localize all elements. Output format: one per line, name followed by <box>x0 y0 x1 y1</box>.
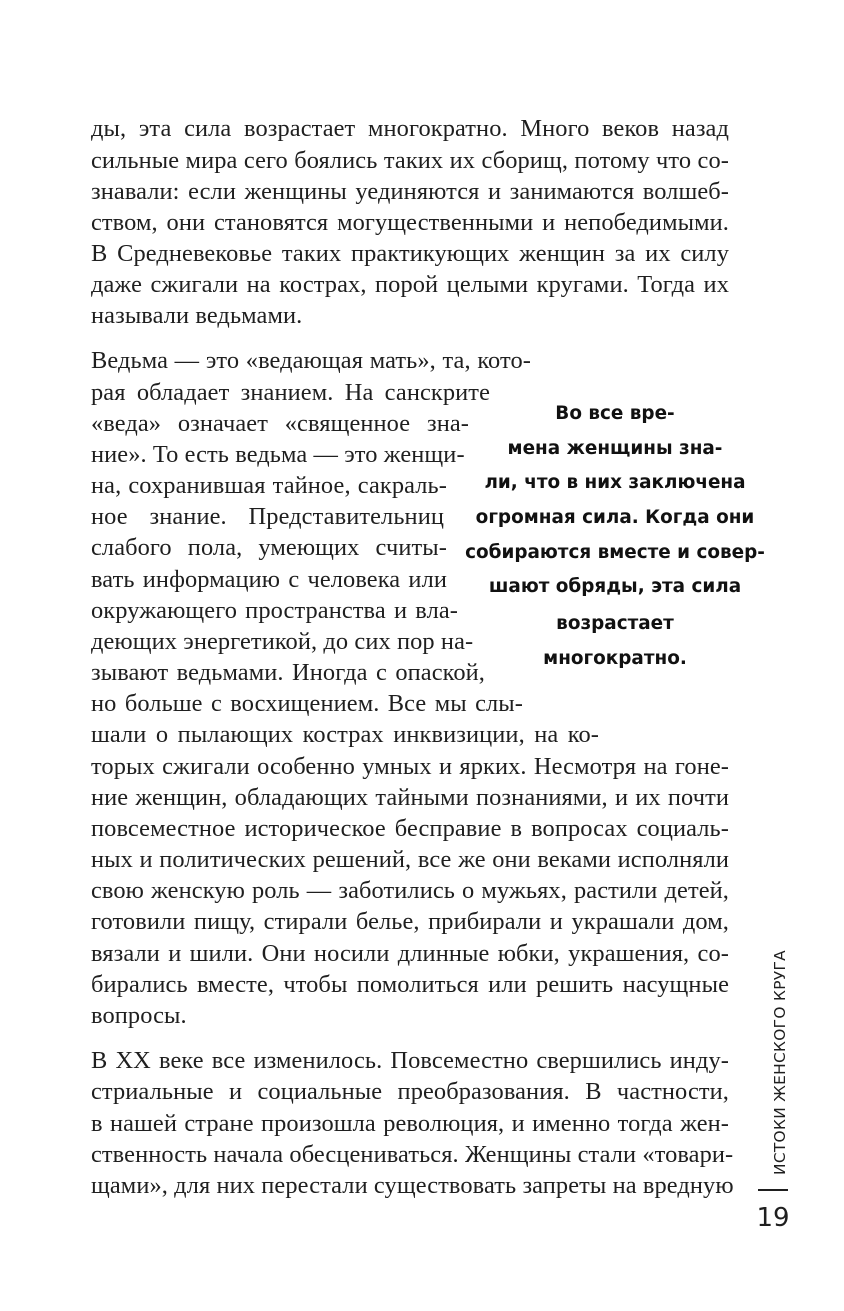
text-line: свою женскую роль — заботились о мужьях, растили детей, <box>91 877 729 904</box>
text-line: окружающего пространства и вла- <box>91 597 458 624</box>
text-line: стриальные и социальные преобразования. В частности, <box>91 1078 729 1105</box>
pull-quote-line: мена женщины зна- <box>507 438 723 459</box>
pull-quote-line: возрастает <box>556 613 674 634</box>
text-line: повсеместное историческое бесправие в вопросах социаль- <box>91 815 729 842</box>
folio-rule <box>758 1189 788 1191</box>
text-line: ством, они становятся могущественными и непобедимыми. <box>91 209 729 236</box>
pull-quote-line: собираются вместе и совер- <box>465 542 765 563</box>
text-line: ние женщин, обладающих тайными познаниями, и их почти <box>91 784 729 811</box>
text-line: рая обладает знанием. На санскрите <box>91 379 490 406</box>
text-line: на, сохранившая тайное, сакраль- <box>91 472 447 499</box>
pull-quote-line: Во все вре- <box>555 403 675 424</box>
text-line: бирались вместе, чтобы помолиться или решить насущные <box>91 971 729 998</box>
running-head: ИСТОКИ ЖЕНСКОГО КРУГА <box>771 950 789 1175</box>
text-line: шали о пылающих кострах инквизиции, на ко- <box>91 721 599 748</box>
pull-quote-line: огромная сила. Когда они <box>475 507 755 528</box>
pull-quote-line: шают обряды, эта сила <box>488 576 742 597</box>
text-line: ственность начала обесцениваться. Женщины стали «товари- <box>91 1141 734 1168</box>
page-number: 19 <box>756 1203 790 1233</box>
text-line: В Средневековье таких практикующих женщин за их силу <box>91 240 729 267</box>
text-line: щами», для них перестали существовать запреты на вредную <box>91 1172 734 1199</box>
text-line: вопросы. <box>91 1002 187 1029</box>
text-line: слабого пола, умеющих считы- <box>91 534 447 561</box>
text-line: готовили пищу, стирали белье, прибирали и украшали дом, <box>91 908 729 935</box>
text-line: знавали: если женщины уединяются и занимаются волшеб- <box>91 178 729 205</box>
pull-quote-line: ли, что в них заключена <box>484 472 746 493</box>
text-line: ды, эта сила возрастает многократно. Много веков назад <box>91 115 729 142</box>
text-line: вать информацию с человека или <box>91 566 447 593</box>
text-line: В XX веке все изменилось. Повсеместно свершились инду- <box>91 1047 729 1074</box>
text-line: ных и политических решений, все же они веками исполняли <box>91 846 729 873</box>
pull-quote-line: многократно. <box>543 648 687 669</box>
text-line: в нашей стране произошла революция, и именно тогда жен- <box>91 1110 729 1137</box>
text-line: вязали и шили. Они носили длинные юбки, украшения, со- <box>91 940 729 967</box>
text-line: сильные мира сего боялись таких их сборищ, потому что со- <box>91 147 729 174</box>
text-line: называли ведьмами. <box>91 302 303 329</box>
text-line: зывают ведьмами. Иногда с опаской, <box>91 659 485 686</box>
text-line: Ведьма — это «ведающая мать», та, кото- <box>91 347 531 374</box>
text-line: деющих энергетикой, до сих пор на- <box>91 628 474 655</box>
text-line: даже сжигали на кострах, порой целыми кругами. Тогда их <box>91 271 729 298</box>
text-line: торых сжигали особенно умных и ярких. Несмотря на гоне- <box>91 753 729 780</box>
text-line: «веда» означает «священное зна- <box>91 410 469 437</box>
text-line: ние». То есть ведьма — это женщи- <box>91 441 465 468</box>
text-line: ное знание. Представительниц <box>91 503 444 530</box>
text-line: но больше с восхищением. Все мы слы- <box>91 690 523 717</box>
